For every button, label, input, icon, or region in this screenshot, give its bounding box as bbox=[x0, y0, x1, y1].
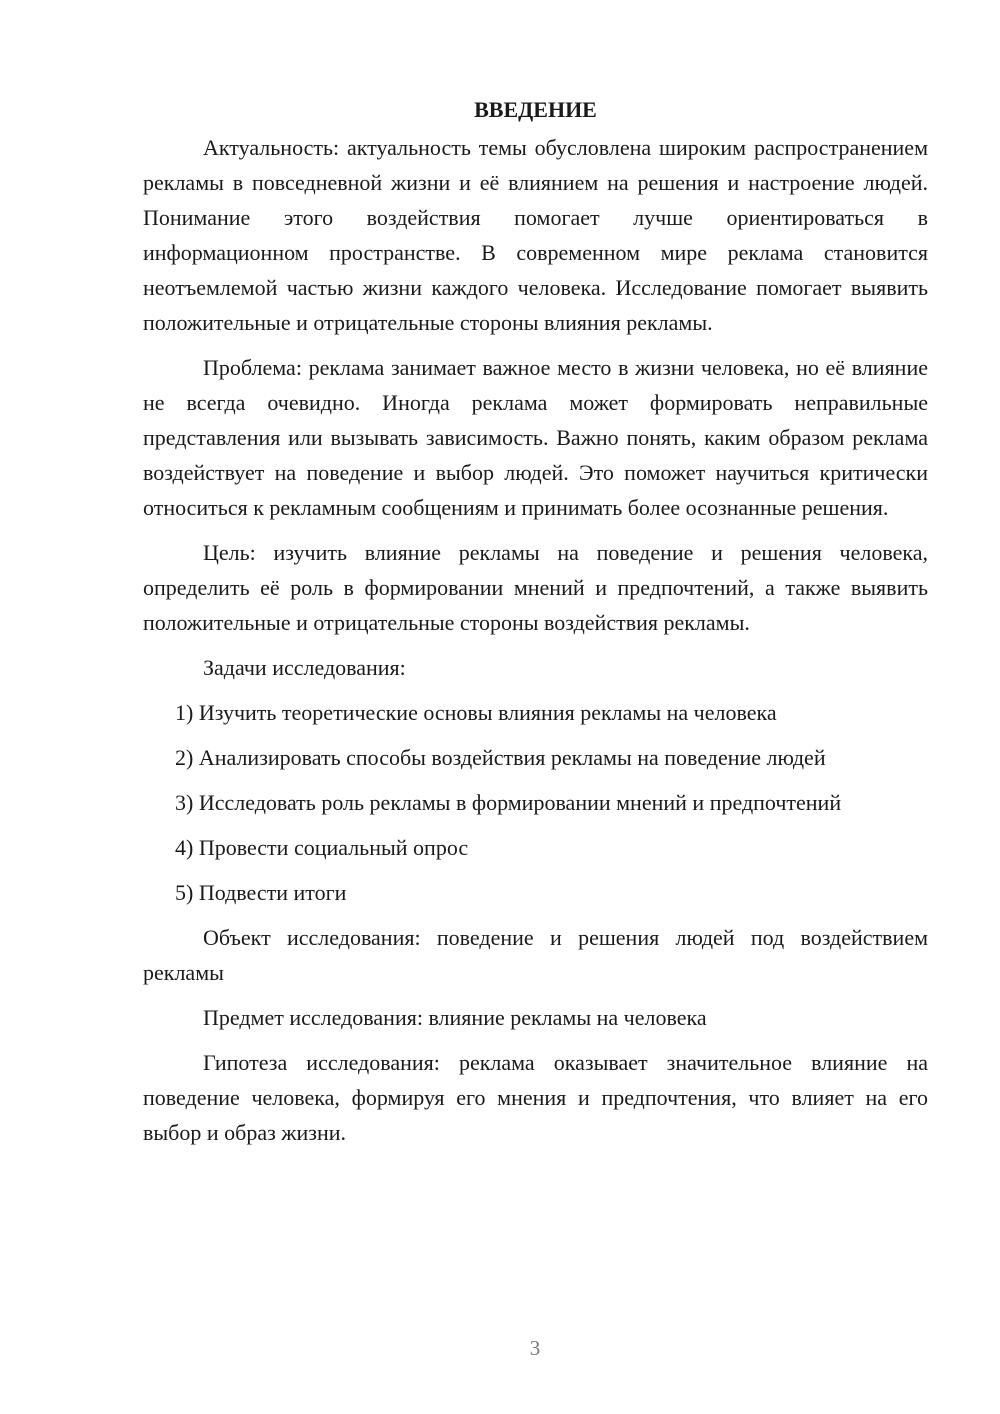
hypothesis-paragraph: Гипотеза исследования: реклама оказывает значительное влияние на поведение человека, формируя его мнения и предпочтения, что влияет на его выбор и образ жизни. bbox=[143, 1050, 928, 1145]
subject-paragraph: Предмет исследования: влияние рекламы на человека bbox=[203, 1005, 707, 1030]
tasks-heading: Задачи исследования: bbox=[203, 655, 406, 680]
task-item: 3) Исследовать роль рекламы в формировании мнений и предпочтений bbox=[175, 790, 842, 815]
goal-paragraph: Цель: изучить влияние рекламы на поведение и решения человека, определить её роль в формировании мнений и предпочтений, а также выявить положительные и отрицательные стороны воздействия рекламы. bbox=[143, 540, 928, 635]
relevance-paragraph: Актуальность: актуальность темы обусловлена широким распространением рекламы в повседневной жизни и её влиянием на решения и настроение людей. Понимание этого воздействия помогает лучше ориентироваться в информационном пространстве. В современном мире реклама становится неотъемлемой частью жизни каждого человека. Исследование помогает выявить положительные и отрицательные стороны влияния рекламы. bbox=[143, 135, 928, 335]
object-paragraph: Объект исследования: поведение и решения людей под воздействием рекламы bbox=[143, 925, 928, 985]
task-item: 5) Подвести итоги bbox=[175, 880, 347, 905]
task-item: 1) Изучить теоретические основы влияния рекламы на человека bbox=[175, 700, 777, 725]
task-item: 2) Анализировать способы воздействия рекламы на поведение людей bbox=[175, 745, 826, 770]
page-number: 3 bbox=[529, 1336, 541, 1360]
problem-paragraph: Проблема: реклама занимает важное место в жизни человека, но её влияние не всегда очевидно. Иногда реклама может формировать неправильные представления или вызывать зависимость. Важно понять, каким образом реклама воздействует на поведение и выбор людей. Это поможет научиться критически относиться к рекламным сообщениям и принимать более осознанные решения. bbox=[143, 355, 928, 520]
task-item: 4) Провести социальный опрос bbox=[175, 835, 469, 860]
page-title: ВВЕДЕНИЕ bbox=[474, 97, 597, 122]
